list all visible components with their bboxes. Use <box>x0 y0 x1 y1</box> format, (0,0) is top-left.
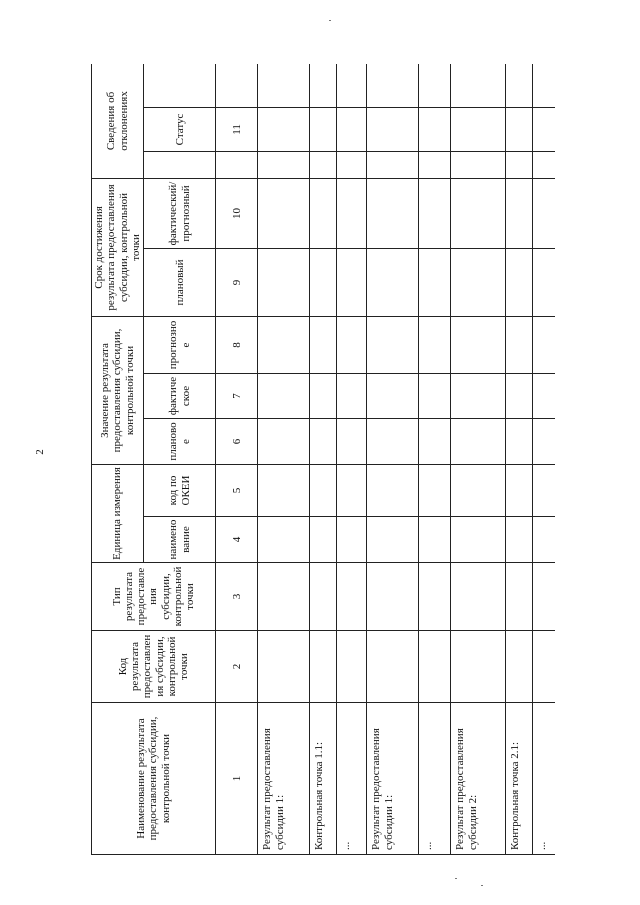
table-cell <box>367 563 419 631</box>
column-number: 7 <box>216 373 258 418</box>
table-cell <box>367 464 419 516</box>
table-cell <box>337 373 367 418</box>
header-unit-okei: код по ОКЕИ <box>144 464 216 516</box>
header-status: Статус <box>144 107 216 151</box>
table-cell <box>367 151 419 178</box>
table-cell <box>367 631 419 703</box>
table-cell <box>451 373 506 418</box>
table-cell <box>367 178 419 248</box>
rotated-table-area <box>91 64 555 855</box>
table-cell <box>419 107 451 151</box>
table-cell <box>506 107 533 151</box>
table-cell <box>367 418 419 464</box>
scan-speck <box>481 885 483 886</box>
column-number: 8 <box>216 316 258 373</box>
page-number: 2 <box>34 449 46 455</box>
row-label: Результат предоставления субсидии 1: <box>367 703 419 855</box>
table-cell <box>367 517 419 563</box>
table-cell <box>506 517 533 563</box>
scan-speck <box>455 878 457 879</box>
header-value: Значение результата предоставления субсидии, контрольной точки <box>92 316 144 464</box>
table-cell <box>533 464 555 516</box>
table-cell <box>419 517 451 563</box>
table-cell <box>367 248 419 316</box>
table-cell <box>337 151 367 178</box>
table-cell <box>451 151 506 178</box>
row-label: ... <box>533 703 555 855</box>
header-unit: Единица измерения <box>92 464 144 562</box>
table-cell <box>506 373 533 418</box>
header-deviation: Сведения об отклонениях <box>92 64 144 178</box>
table-cell <box>258 316 310 373</box>
table-cell <box>419 631 451 703</box>
column-number-spacer <box>216 64 258 107</box>
table-cell <box>451 631 506 703</box>
table-cell <box>337 563 367 631</box>
table-cell <box>258 178 310 248</box>
table-cell <box>310 631 337 703</box>
table-cell <box>337 631 367 703</box>
table-cell <box>533 151 555 178</box>
table-cell <box>506 151 533 178</box>
table-cell <box>310 248 337 316</box>
table-cell <box>506 178 533 248</box>
column-number: 4 <box>216 517 258 563</box>
table-cell <box>506 64 533 107</box>
row-label: Результат предоставления субсидии 2: <box>451 703 506 855</box>
table-cell <box>419 316 451 373</box>
column-number: 2 <box>216 631 258 703</box>
column-number: 9 <box>216 248 258 316</box>
table-cell <box>451 107 506 151</box>
table-cell <box>310 563 337 631</box>
header-term-fact: фактический/ прогнозный <box>144 178 216 248</box>
table-cell <box>310 418 337 464</box>
header-unit-name: наименование <box>144 517 216 563</box>
table-cell <box>533 517 555 563</box>
rotated-table-frame <box>91 64 555 855</box>
table-cell <box>451 64 506 107</box>
table-cell <box>310 64 337 107</box>
table-cell <box>533 316 555 373</box>
table-cell <box>419 178 451 248</box>
table-cell <box>310 178 337 248</box>
table-cell <box>258 631 310 703</box>
column-number: 5 <box>216 464 258 516</box>
table-cell <box>310 151 337 178</box>
table-cell <box>533 373 555 418</box>
row-label: Контрольная точка 2.1: <box>506 703 533 855</box>
table-cell <box>506 464 533 516</box>
table-cell <box>310 464 337 516</box>
table-cell <box>337 517 367 563</box>
table-cell <box>533 248 555 316</box>
header-value-fact: фактическое <box>144 373 216 418</box>
table-cell <box>419 151 451 178</box>
column-number-spacer <box>216 151 258 178</box>
table-cell <box>310 107 337 151</box>
table-cell <box>506 316 533 373</box>
header-term-plan: плановый <box>144 248 216 316</box>
scan-speck <box>329 20 331 21</box>
table-cell <box>310 316 337 373</box>
column-number: 11 <box>216 107 258 151</box>
row-label: Результат предоставления субсидии 1: <box>258 703 310 855</box>
table-cell <box>367 107 419 151</box>
results-table <box>91 64 555 855</box>
header-value-forecast: прогнозное <box>144 316 216 373</box>
table-cell <box>337 464 367 516</box>
table-cell <box>258 64 310 107</box>
table-cell <box>258 563 310 631</box>
table-cell <box>451 418 506 464</box>
column-number: 1 <box>216 703 258 855</box>
table-cell <box>506 418 533 464</box>
table-cell <box>258 151 310 178</box>
table-cell <box>258 517 310 563</box>
table-cell <box>337 178 367 248</box>
table-cell <box>533 563 555 631</box>
table-cell <box>419 418 451 464</box>
table-cell <box>258 418 310 464</box>
table-cell <box>451 464 506 516</box>
table-cell <box>506 631 533 703</box>
header-value-plan: плановое <box>144 418 216 464</box>
column-number: 3 <box>216 563 258 631</box>
table-cell <box>337 107 367 151</box>
table-cell <box>533 64 555 107</box>
header-term: Срок достижения результата предоставления субсидии, контрольной точки <box>92 178 144 316</box>
table-cell <box>506 563 533 631</box>
row-label: ... <box>337 703 367 855</box>
header-type: Тип результата предоставления субсидии, контрольной точки <box>92 563 216 631</box>
table-cell <box>451 517 506 563</box>
header-status-spacer <box>144 64 216 107</box>
table-cell <box>337 64 367 107</box>
table-cell <box>533 631 555 703</box>
table-cell <box>451 563 506 631</box>
table-cell <box>451 316 506 373</box>
header-name: Наименование результата предоставления субсидии, контрольной точки <box>92 703 216 855</box>
table-cell <box>258 107 310 151</box>
table-cell <box>310 517 337 563</box>
table-cell <box>310 373 337 418</box>
table-cell <box>419 64 451 107</box>
column-number: 6 <box>216 418 258 464</box>
table-cell <box>533 107 555 151</box>
row-label: ... <box>419 703 451 855</box>
column-number: 10 <box>216 178 258 248</box>
header-code: Код результата предоставления субсидии, контрольной точки <box>92 631 216 703</box>
row-label: Контрольная точка 1.1: <box>310 703 337 855</box>
table-cell <box>451 248 506 316</box>
table-cell <box>419 248 451 316</box>
table-cell <box>258 464 310 516</box>
table-cell <box>419 563 451 631</box>
table-cell <box>337 418 367 464</box>
table-cell <box>258 248 310 316</box>
table-cell <box>506 248 533 316</box>
table-cell <box>258 373 310 418</box>
table-cell <box>367 316 419 373</box>
table-cell <box>337 316 367 373</box>
table-cell <box>367 373 419 418</box>
table-cell <box>533 178 555 248</box>
table-cell <box>533 418 555 464</box>
table-cell <box>367 64 419 107</box>
table-cell <box>337 248 367 316</box>
table-cell <box>451 178 506 248</box>
table-cell <box>419 464 451 516</box>
header-status-spacer <box>144 151 216 178</box>
table-cell <box>419 373 451 418</box>
